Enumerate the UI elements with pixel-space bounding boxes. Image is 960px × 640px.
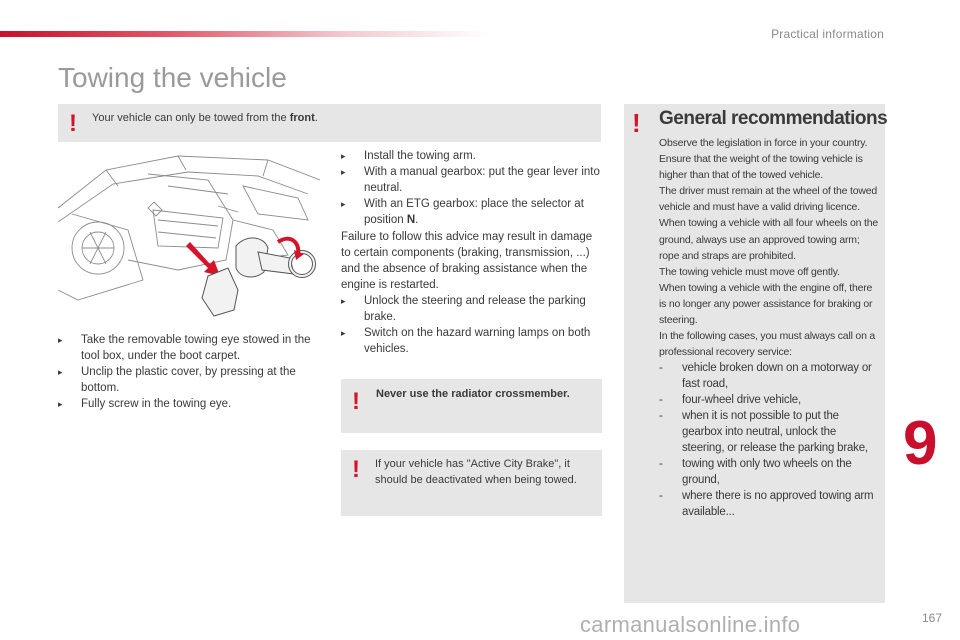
list-item: ▸ Fully screw in the towing eye. <box>58 398 232 410</box>
general-recommendations-body <box>659 135 881 520</box>
list-item: ▸ With a manual gearbox: put the gear lever into neutral. <box>341 166 600 194</box>
page-number: 167 <box>921 611 942 625</box>
list-item: ▸ Switch on the hazard warning lamps on both vehicles. <box>341 327 591 355</box>
list-item: ▸ Unclip the plastic cover, by pressing at the bottom. <box>58 366 296 394</box>
list-item: - towing with only two wheels on the ground, <box>659 458 852 487</box>
bullet-icon: ▸ <box>341 151 346 161</box>
paragraph: When towing a vehicle with all four wheels on the ground, always use an approved towing arm; rope and straps are prohibited. <box>659 217 878 262</box>
list-item: ▸ Take the removable towing eye stowed in the tool box, under the boot carpet. <box>58 334 311 362</box>
final-steps-list <box>341 293 603 357</box>
header-accent-bar <box>0 31 490 37</box>
city-brake-warning-text: If your vehicle has "Active City Brake", it should be deactivated when being towed. <box>375 458 577 486</box>
paragraph: The towing vehicle must move off gently. <box>659 265 840 278</box>
bullet-icon: ▸ <box>58 367 63 377</box>
bullet-icon: ▸ <box>58 399 63 409</box>
bullet-icon: ▸ <box>341 328 346 338</box>
paragraph: When towing a vehicle with the engine off, there is no longer any power assistance for braking or steering. <box>659 281 873 327</box>
list-item: ▸ Install the towing arm. <box>341 150 476 162</box>
bullet-icon: ▸ <box>341 167 346 177</box>
section-title: Practical information <box>771 27 884 41</box>
list-item: ▸ Unlock the steering and release the parking brake. <box>341 295 586 323</box>
bullet-icon: ▸ <box>341 296 346 306</box>
failure-paragraph: Failure to follow this advice may result in damage to certain components (braking, transmission, ...) and the absence of braking assistance when the engine is restarted. <box>341 231 593 291</box>
list-item: ▸ With an ETG gearbox: place the selector at position N. <box>341 198 584 226</box>
list-item: - four-wheel drive vehicle, <box>659 394 802 407</box>
paragraph: In the following cases, you must always call on a professional recovery service: <box>659 330 876 359</box>
list-item: - vehicle broken down on a motorway or fast road, <box>659 362 872 391</box>
bullet-icon: ▸ <box>58 335 63 345</box>
watermark: carmanualsonline.info <box>580 612 801 637</box>
warning-icon: ! <box>632 108 641 138</box>
paragraph: The driver must remain at the wheel of the towed vehicle and must have a valid driving licence. <box>659 185 878 214</box>
towing-eye-illustration <box>58 150 320 320</box>
towing-steps-list <box>341 148 603 228</box>
paragraph: Observe the legislation in force in your country. <box>659 137 868 149</box>
warning-icon: ! <box>352 388 360 415</box>
front-warning-text: Your vehicle can only be towed from the front. <box>92 112 318 124</box>
warning-icon: ! <box>69 110 77 137</box>
list-item: - where there is no approved towing arm available... <box>659 490 874 519</box>
paragraph: Ensure that the weight of the towing vehicle is higher than that of the towed vehicle. <box>659 153 863 182</box>
removal-steps-list <box>58 332 316 412</box>
warning-icon: ! <box>352 456 360 483</box>
radiator-warning-text: Never use the radiator crossmember. <box>376 388 570 400</box>
bullet-icon: ▸ <box>341 199 346 209</box>
recovery-cases-list <box>659 360 881 520</box>
page-title: Towing the vehicle <box>58 62 287 93</box>
general-recommendations-title: General recommendations <box>659 108 888 129</box>
list-item: - when it is not possible to put the gearbox into neutral, unlock the steering, or release the parking brake, <box>659 410 868 455</box>
chapter-number: 9 <box>903 409 938 478</box>
